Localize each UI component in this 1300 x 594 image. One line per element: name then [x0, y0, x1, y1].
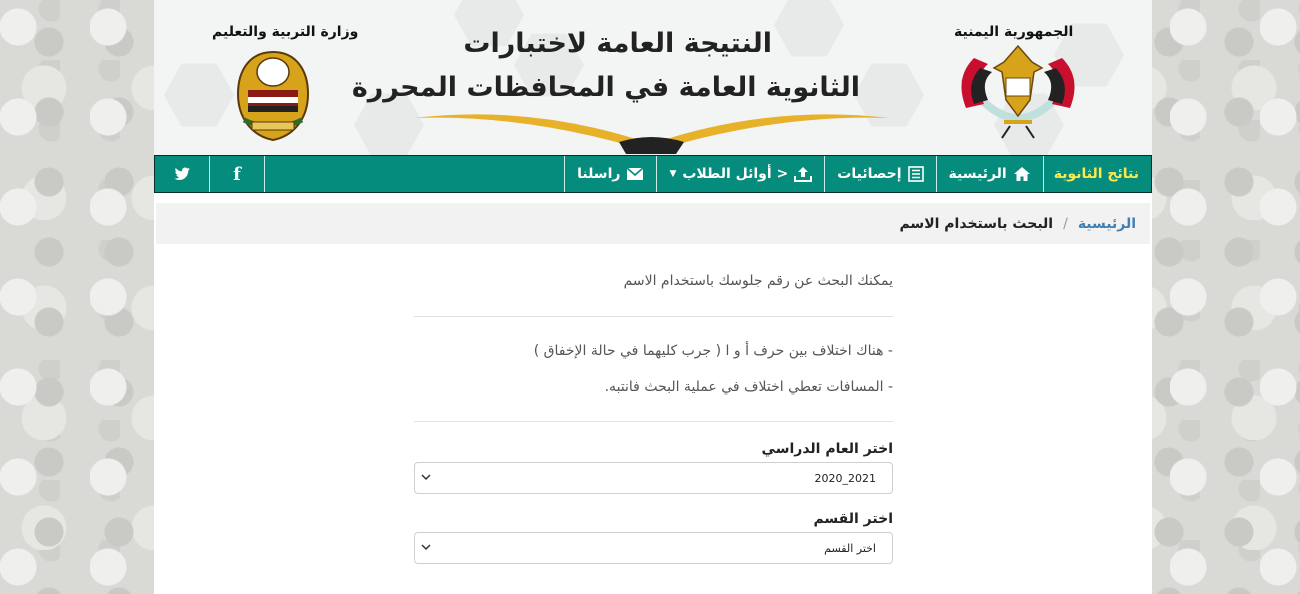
breadcrumb — [156, 203, 1150, 244]
envelope-icon — [626, 167, 644, 181]
nav-item-top-students[interactable] — [656, 156, 824, 192]
year-select-value: 2021_2020 — [814, 471, 876, 485]
section-select-value: اختر القسم — [824, 541, 876, 555]
nav-item-home[interactable] — [936, 156, 1043, 192]
divider — [414, 421, 893, 422]
nav-spacer — [264, 156, 564, 192]
republic-label: الجمهورية اليمنية — [954, 24, 1074, 40]
nav-item-stats[interactable] — [824, 156, 935, 192]
nav-item-stats-label: إحصائيات — [837, 166, 902, 182]
section-select-label: اختر القسم — [813, 511, 893, 527]
note-letter-difference: - هناك اختلاف بين حرف أ و ا ( جرب كليهما في حالة الإخفاق ) — [533, 343, 893, 359]
year-select[interactable] — [414, 462, 893, 494]
nav-item-contact-label: راسلنا — [577, 166, 621, 182]
page-title-line2: الثانوية العامة في المحافظات المحررة — [351, 72, 860, 103]
nav-item-home-label: الرئيسية — [948, 166, 1007, 182]
nav-brand-label: نتائج الثانوية — [1053, 166, 1139, 182]
divider — [414, 316, 893, 317]
chevron-down-icon — [421, 542, 431, 552]
nav-item-contact[interactable] — [564, 156, 656, 192]
open-book-icon — [414, 104, 889, 154]
breadcrumb-home-link[interactable]: الرئيسية — [1077, 215, 1136, 232]
nav-item-top-students-label: < أوائل الطلاب — [682, 166, 789, 182]
site-header — [154, 0, 1152, 155]
facebook-icon: f — [233, 163, 241, 185]
ministry-logo — [230, 48, 316, 144]
main-navbar — [154, 155, 1152, 193]
upload-icon — [794, 166, 812, 182]
note-spaces: - المسافات تعطي اختلاف في عملية البحث فانتبه. — [604, 379, 893, 395]
caret-down-icon: ▼ — [669, 169, 677, 179]
list-icon — [908, 166, 924, 182]
intro-text: يمكنك البحث عن رقم جلوسك باستخدام الاسم — [623, 273, 893, 289]
breadcrumb-separator: / — [1063, 215, 1068, 232]
nav-twitter-link[interactable] — [155, 156, 209, 192]
nav-brand[interactable] — [1043, 156, 1151, 192]
ministry-label: وزارة التربية والتعليم — [212, 24, 359, 40]
section-select[interactable] — [414, 532, 893, 564]
yemen-emblem — [944, 38, 1092, 146]
nav-facebook-link[interactable] — [209, 156, 264, 192]
breadcrumb-current: البحث باستخدام الاسم — [899, 215, 1054, 232]
page-container — [154, 0, 1152, 594]
home-icon — [1013, 166, 1031, 182]
page-title-line1: النتيجة العامة لاختبارات — [463, 28, 772, 59]
chevron-down-icon — [421, 472, 431, 482]
twitter-icon — [173, 167, 191, 182]
search-form — [414, 262, 893, 564]
year-select-label: اختر العام الدراسي — [761, 441, 893, 457]
